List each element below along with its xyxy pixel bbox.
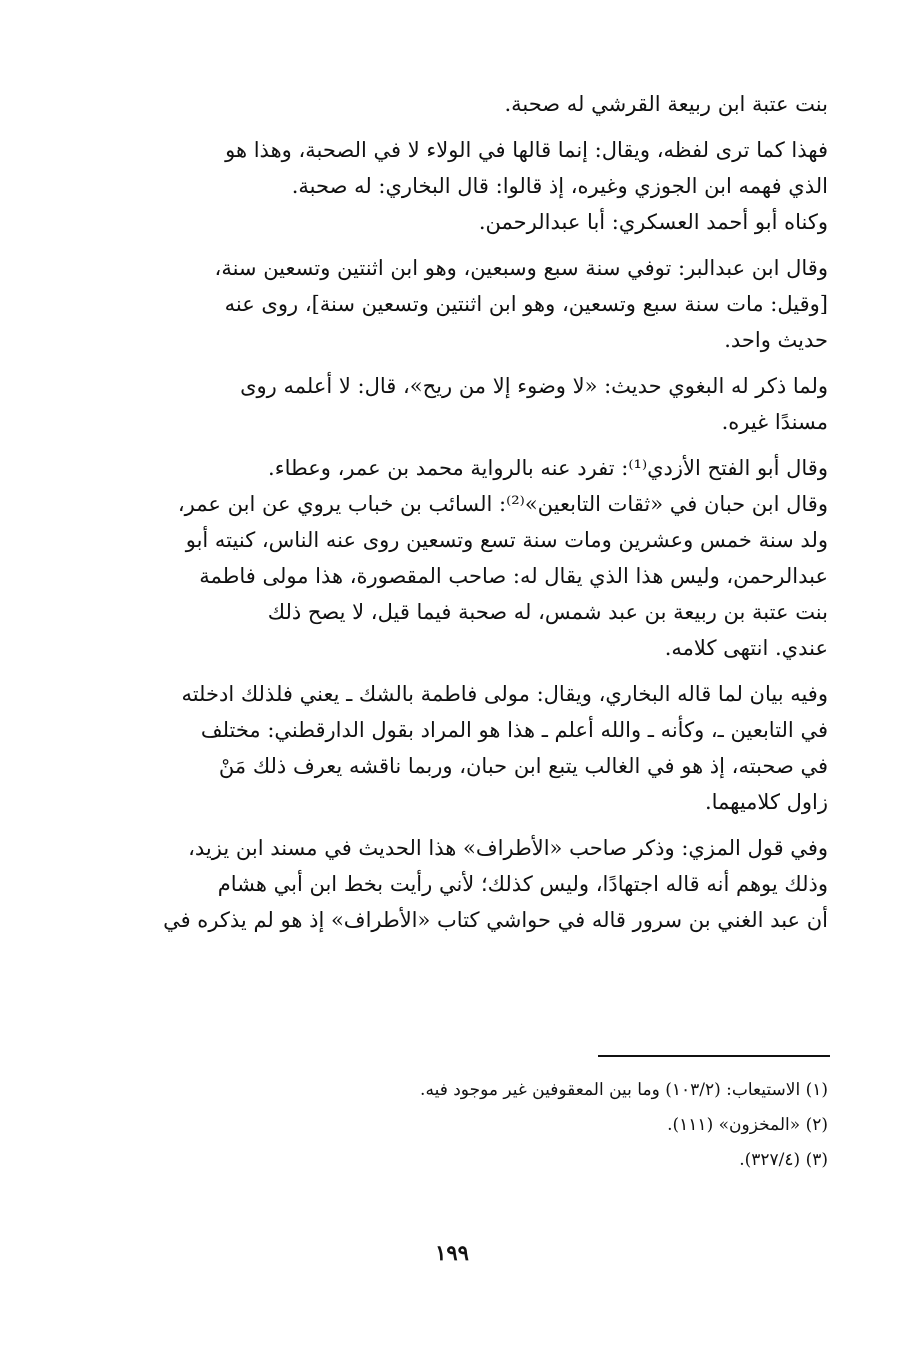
text-line: ولما ذكر له البغوي حديث: «لا وضوء إلا من ريح»، قال: لا أعلمه روى: [240, 374, 828, 398]
paragraph-1: [128, 86, 828, 122]
text-line: في التابعين ـ، وكأنه ـ والله أعلم ـ هذا هو المراد بقول الدارقطني: مختلف: [200, 718, 828, 742]
text-line: أن عبد الغني بن سرور قاله في حواشي كتاب «الأطراف» إذ هو لم يذكره في: [163, 908, 828, 932]
page-number: ١٩٩: [435, 1240, 469, 1265]
footnotes: [200, 1073, 828, 1178]
text-line: وقال أبو الفتح الأزدي⁽¹⁾: تفرد عنه بالرواية محمد بن عمر، وعطاء.: [268, 456, 828, 480]
paragraph-7: [128, 830, 828, 938]
paragraph-3: [128, 250, 828, 358]
text-line: وذلك يوهم أنه قاله اجتهادًا، وليس كذلك؛ لأني رأيت بخط ابن أبي هشام: [217, 872, 828, 896]
text-line: في صحبته، إذ هو في الغالب يتبع ابن حبان، وربما ناقشه يعرف ذلك مَنْ: [218, 754, 828, 778]
footnote-separator: [598, 1055, 830, 1057]
text-line: عندي. انتهى كلامه.: [664, 636, 828, 660]
text-line: مسندًا غيره.: [721, 410, 828, 434]
footnote-3: (٣) (٣٢٧/٤).: [739, 1150, 828, 1170]
text-line: عبدالرحمن، وليس هذا الذي يقال له: صاحب المقصورة، هذا مولى فاطمة: [199, 564, 828, 588]
text-line: الذي فهمه ابن الجوزي وغيره، إذ قالوا: قال البخاري: له صحبة.: [291, 174, 828, 198]
footnote-1: (١) الاستيعاب: (١٠٣/٢) وما بين المعقوفين غير موجود فيه.: [420, 1080, 828, 1100]
text-line: وكناه أبو أحمد العسكري: أبا عبدالرحمن.: [478, 210, 828, 234]
paragraph-2: [128, 132, 828, 240]
text-line: وقال ابن عبدالبر: توفي سنة سبع وسبعين، وهو ابن اثنتين وتسعين سنة،: [214, 256, 828, 280]
paragraph-5: [128, 450, 828, 666]
paragraph-4: [128, 368, 828, 440]
text-line: وفي قول المزي: وذكر صاحب «الأطراف» هذا الحديث في مسند ابن يزيد،: [188, 836, 828, 860]
text-line: وفيه بيان لما قاله البخاري، ويقال: مولى فاطمة بالشك ـ يعني فلذلك ادخلته: [181, 682, 828, 706]
text-line: زاول كلاميهما.: [704, 790, 828, 814]
text-line: ولد سنة خمس وعشرين ومات سنة تسع وتسعين روى عنه الناس، كنيته أبو: [185, 528, 828, 552]
main-text: [128, 86, 828, 948]
text-line: حديث واحد.: [724, 328, 828, 352]
footnote-2: (٢) «المخزون» (١١١).: [667, 1115, 828, 1135]
text-line: بنت عتبة ابن ربيعة القرشي له صحبة.: [504, 92, 828, 116]
text-line: بنت عتبة بن ربيعة بن عبد شمس، له صحبة فيما قيل، لا يصح ذلك: [267, 600, 828, 624]
text-line: [وقيل: مات سنة سبع وتسعين، وهو ابن اثنتين وتسعين سنة]، روى عنه: [224, 292, 828, 316]
paragraph-6: [128, 676, 828, 820]
text-line: وقال ابن حبان في «ثقات التابعين»⁽²⁾: السائب بن خباب يروي عن ابن عمر،: [177, 492, 828, 516]
text-line: فهذا كما ترى لفظه، ويقال: إنما قالها في الولاء لا في الصحبة، وهذا هو: [225, 138, 828, 162]
